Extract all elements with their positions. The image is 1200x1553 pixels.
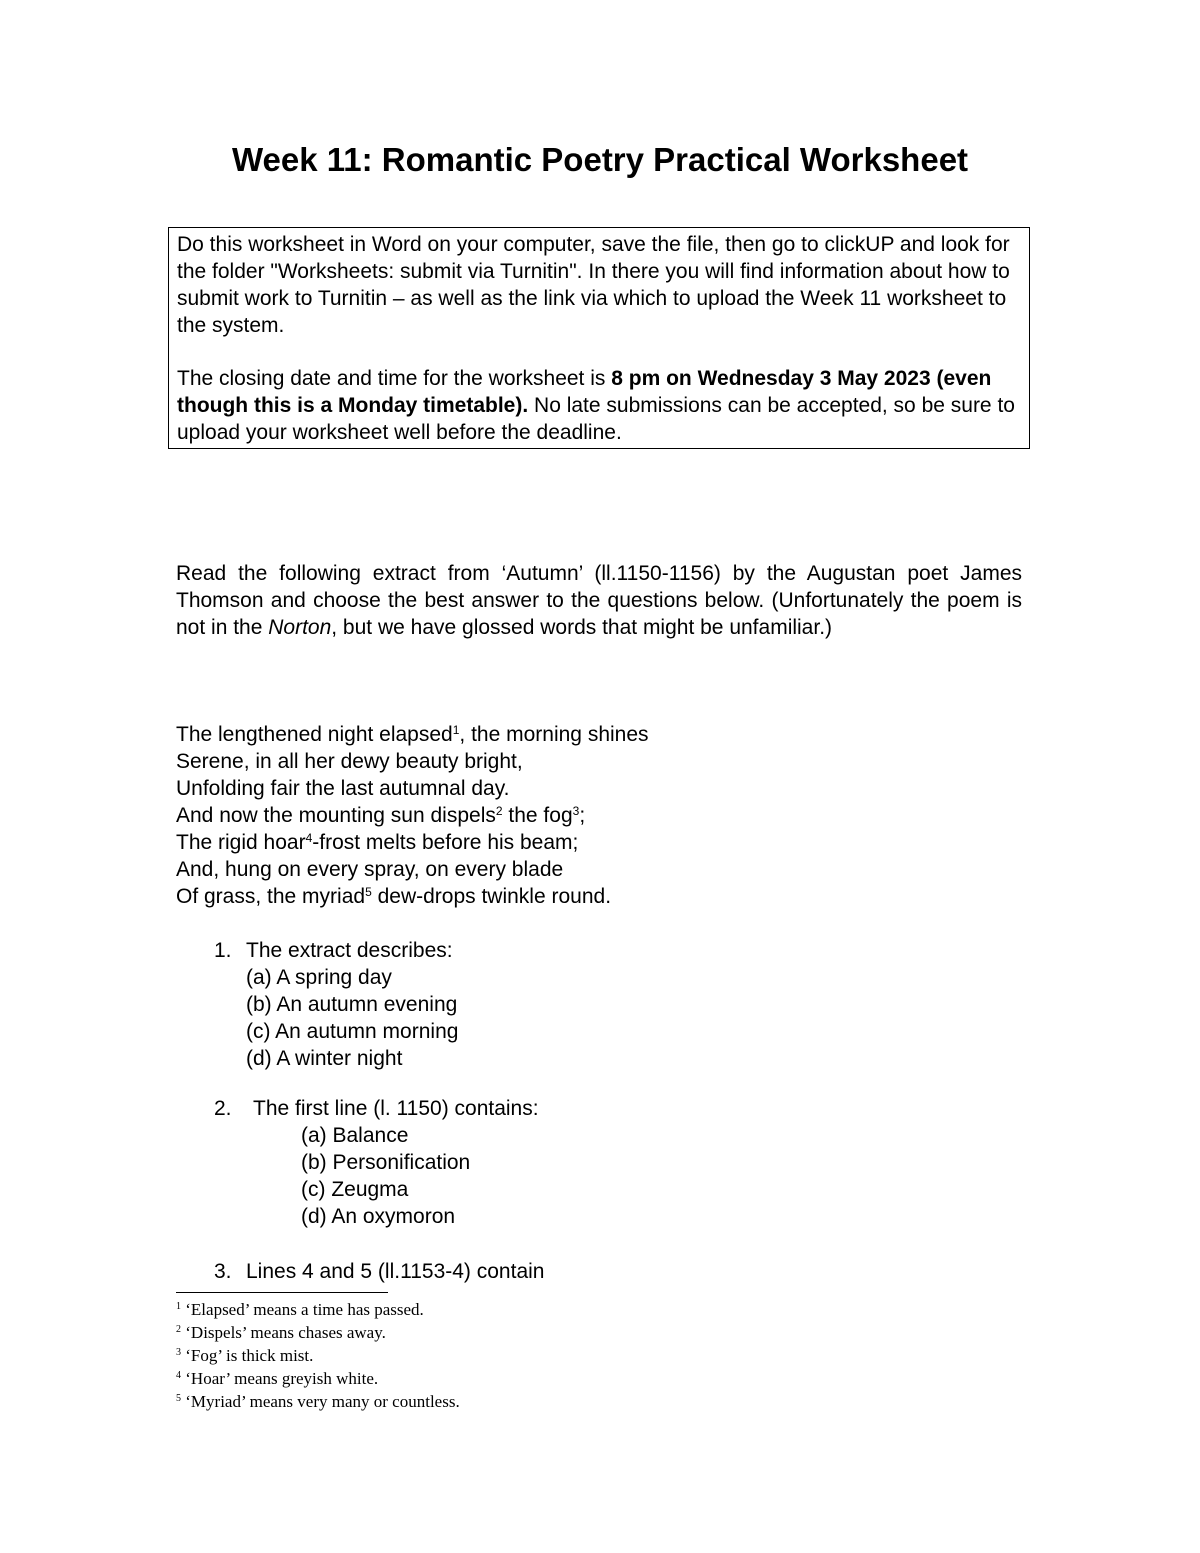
intro-paragraph <box>176 560 1022 641</box>
poem-line-7-text-b: dew-drops twinkle round. <box>371 885 612 908</box>
question-1-option-c[interactable]: (c) An autumn morning <box>246 1020 459 1043</box>
footnote-4-text: ‘Hoar’ means greyish white. <box>181 1369 379 1388</box>
footnote-2-text: ‘Dispels’ means chases away. <box>181 1323 386 1342</box>
question-1-option-d[interactable]: (d) A winter night <box>246 1047 403 1070</box>
question-1-text: The extract describes: <box>246 939 453 962</box>
instructions-box <box>168 227 1030 449</box>
footnote-4 <box>176 1367 1022 1390</box>
poem-line-2: Serene, in all her dewy beauty bright, <box>176 750 523 773</box>
deadline-lead-text: The closing date and time for the worksheet is <box>177 367 612 390</box>
instructions-paragraph-2 <box>177 365 1021 446</box>
footnote-5 <box>176 1390 1022 1413</box>
poem-line-1-text-b: , the morning shines <box>459 723 649 746</box>
poem-line-4-text-a: And now the mounting sun dispels <box>176 804 496 827</box>
question-1-option-a[interactable]: (a) A spring day <box>246 966 392 989</box>
poem-line-1-text-a: The lengthened night elapsed <box>176 723 453 746</box>
poem-line-4-text-c: ; <box>579 804 586 827</box>
footnote-ref-2[interactable]: 2 <box>495 804 503 818</box>
footnote-ref-4[interactable]: 4 <box>305 831 313 845</box>
question-2-option-d[interactable]: (d) An oxymoron <box>301 1205 456 1228</box>
footnote-1-mark: 1 <box>176 1301 181 1312</box>
intro-text-part-2: , but we have glossed words that might be unfamiliar.) <box>331 616 833 639</box>
question-2-text: The first line (l. 1150) contains: <box>253 1097 539 1120</box>
poem-line-4-text-b: the fog <box>502 804 573 827</box>
footnote-ref-5[interactable]: 5 <box>365 885 372 899</box>
question-2-option-a[interactable]: (a) Balance <box>301 1124 409 1147</box>
poem-line-6: And, hung on every spray, on every blade <box>176 858 564 881</box>
footnote-2 <box>176 1321 1022 1344</box>
question-2-option-c[interactable]: (c) Zeugma <box>301 1178 409 1201</box>
poem-line-5-text-a: The rigid hoar <box>176 831 306 854</box>
footnote-ref-3[interactable]: 3 <box>572 804 580 818</box>
deadline-tail-text: No late submissions can be accepted, so be sure to upload your worksheet well before the deadline. <box>177 394 1015 444</box>
question-2 <box>214 1095 1014 1230</box>
footnote-ref-1[interactable]: 1 <box>452 723 460 737</box>
question-3-number: 3. <box>214 1260 232 1283</box>
page-title: Week 11: Romantic Poetry Practical Worksheet <box>231 141 969 178</box>
question-3-text: Lines 4 and 5 (ll.1153-4) contain <box>246 1260 545 1283</box>
footnote-5-text: ‘Myriad’ means very many or countless. <box>181 1392 460 1411</box>
poem-line-3: Unfolding fair the last autumnal day. <box>176 777 510 800</box>
footnotes <box>176 1298 1022 1413</box>
footnote-3 <box>176 1344 1022 1367</box>
poem-line-5-text-b: -frost melts before his beam; <box>312 831 579 854</box>
question-1 <box>214 937 1014 1072</box>
question-1-number: 1. <box>214 939 232 962</box>
deadline-bold-text: 8 pm on Wednesday 3 May 2023 (even though this is a Monday timetable). <box>177 367 992 417</box>
poem-line-4 <box>176 802 1022 829</box>
question-2-option-b[interactable]: (b) Personification <box>301 1151 471 1174</box>
footnote-3-text: ‘Fog’ is thick mist. <box>181 1346 314 1365</box>
question-3 <box>214 1258 1014 1285</box>
footnote-1 <box>176 1298 1022 1321</box>
question-1-option-b[interactable]: (b) An autumn evening <box>246 993 458 1016</box>
footnote-5-mark: 5 <box>176 1393 181 1404</box>
intro-italic-norton: Norton <box>268 616 332 639</box>
poem-line-7 <box>176 883 1022 910</box>
question-2-number: 2. <box>214 1097 232 1120</box>
poem-line-5 <box>176 829 1022 856</box>
instructions-paragraph-1: Do this worksheet in Word on your computer, save the file, then go to clickUP and look for the folder "Worksheets: submit via Turnitin". In there you will find information about how to submit work to Turnitin – as well as the link via which to upload the Week 11 worksheet to the system. <box>177 233 1010 337</box>
intro-text-part-1: Read the following extract from ‘Autumn’ (ll.1150-1156) by the Augustan poet James Thomson and choose the best answer to the questions below. (Unfortunately the poem is not in the <box>176 562 1022 639</box>
poem-line-7-text-a: Of grass, the myriad <box>176 885 366 908</box>
footnote-3-mark: 3 <box>176 1347 181 1358</box>
footnote-2-mark: 2 <box>176 1324 181 1335</box>
footnote-4-mark: 4 <box>176 1370 181 1381</box>
footnote-1-text: ‘Elapsed’ means a time has passed. <box>181 1300 424 1319</box>
poem-extract <box>176 721 1022 910</box>
footnote-separator <box>176 1292 388 1293</box>
poem-line-1 <box>176 721 1022 748</box>
